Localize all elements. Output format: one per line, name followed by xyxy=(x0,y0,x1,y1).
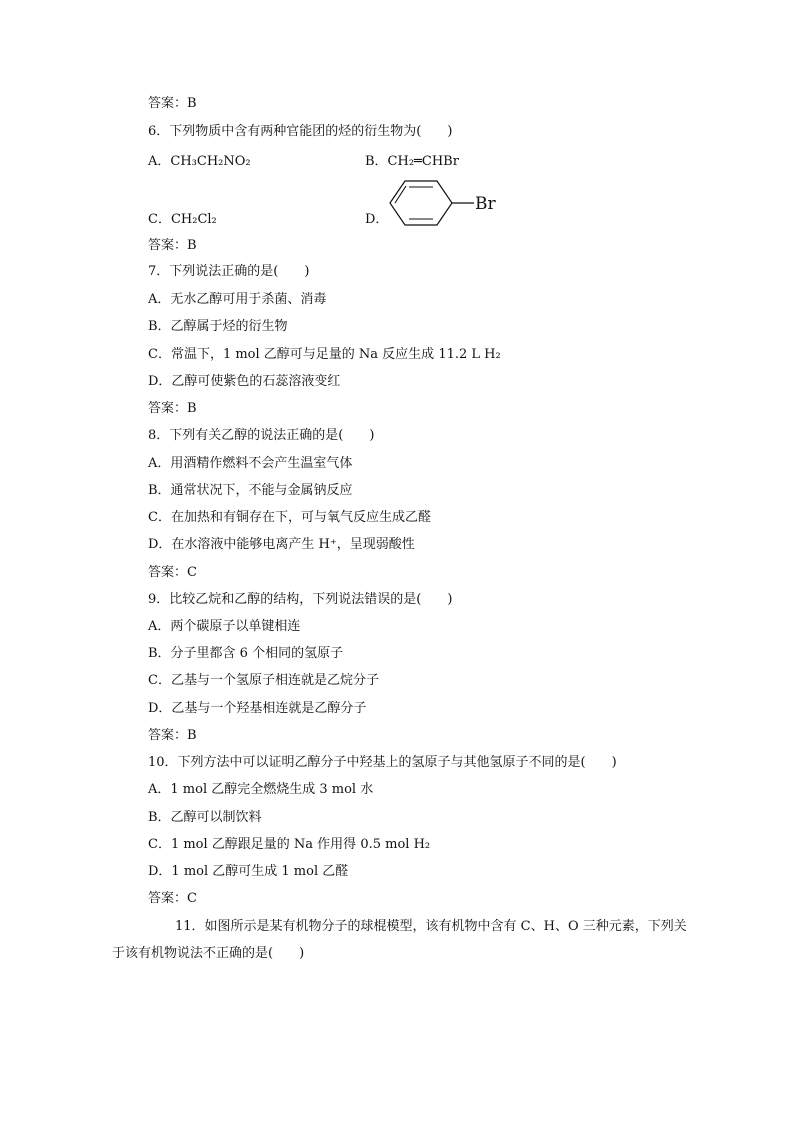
q8-option-d: D．在水溶液中能够电离产生 H⁺，呈现弱酸性 xyxy=(148,537,415,552)
question-10: 10．下列方法中可以证明乙醇分子中羟基上的氢原子与其他氢原子不同的是( ) xyxy=(148,755,617,770)
q7-option-b: B．乙醇属于烃的衍生物 xyxy=(148,319,288,334)
q10-option-d: D．1 mol 乙醇可生成 1 mol 乙醛 xyxy=(148,864,349,879)
q6-option-a: A．CH₃CH₂NO₂ xyxy=(148,154,251,169)
q8-option-a: A．用酒精作燃料不会产生温室气体 xyxy=(148,456,353,471)
q7-option-c: C．常温下，1 mol 乙醇可与足量的 Na 反应生成 11.2 L H₂ xyxy=(148,347,501,362)
question-11-line-2: 于该有机物说法不正确的是( ) xyxy=(112,946,305,961)
q7-option-a: A．无水乙醇可用于杀菌、消毒 xyxy=(148,292,327,307)
q8-option-b: B．通常状况下，不能与金属钠反应 xyxy=(148,483,353,498)
q6-option-d: D． xyxy=(365,212,389,227)
q9-option-c: C．乙基与一个氢原子相连就是乙烷分子 xyxy=(148,673,379,688)
answer-prev: 答案：B xyxy=(148,96,197,111)
bromine-label: Br xyxy=(475,194,496,214)
question-9: 9．比较乙烷和乙醇的结构，下列说法错误的是( ) xyxy=(148,592,453,607)
answer-9: 答案：B xyxy=(148,728,197,743)
answer-7: 答案：B xyxy=(148,401,197,416)
question-6: 6．下列物质中含有两种官能团的烃的衍生物为( ) xyxy=(148,124,453,139)
q10-option-a: A．1 mol 乙醇完全燃烧生成 3 mol 水 xyxy=(148,782,374,797)
answer-8: 答案：C xyxy=(148,565,197,580)
q10-option-c: C．1 mol 乙醇跟足量的 Na 作用得 0.5 mol H₂ xyxy=(148,837,431,852)
q6-option-c: C．CH₂Cl₂ xyxy=(148,212,217,227)
q9-option-a: A．两个碳原子以单键相连 xyxy=(148,619,301,634)
q8-option-c: C．在加热和有铜存在下，可与氧气反应生成乙醛 xyxy=(148,510,431,525)
q9-option-d: D．乙基与一个羟基相连就是乙醇分子 xyxy=(148,701,367,716)
q9-option-b: B．分子里都含 6 个相同的氢原子 xyxy=(148,646,344,661)
answer-10: 答案：C xyxy=(148,891,197,906)
q10-option-b: B．乙醇可以制饮料 xyxy=(148,810,262,825)
question-7: 7．下列说法正确的是( ) xyxy=(148,264,310,279)
bromobenzene-structure xyxy=(382,178,502,228)
q7-option-d: D．乙醇可使紫色的石蕊溶液变红 xyxy=(148,374,341,389)
answer-6: 答案：B xyxy=(148,238,197,253)
q6-option-b: B．CH₂═CHBr xyxy=(365,154,459,169)
question-11-line-1: 11．如图所示是某有机物分子的球棍模型，该有机物中含有 C、H、O 三种元素，下列关 xyxy=(175,919,687,934)
question-8: 8．下列有关乙醇的说法正确的是( ) xyxy=(148,428,375,443)
